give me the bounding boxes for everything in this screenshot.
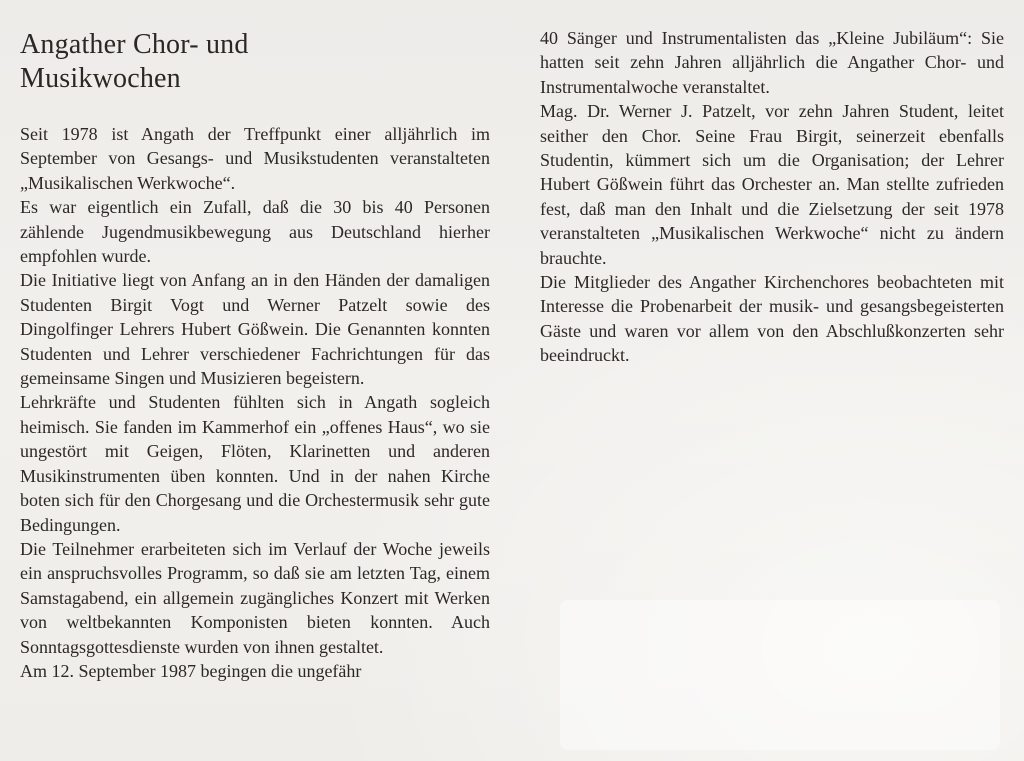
left-paragraph: Die Teilnehmer erarbeiteten sich im Verlauf der Woche jeweils ein anspruchsvolles Programm, so daß sie am letzten Tag, einem Samstagabend, ein allgemein zugängliches Konzert mit Werken von weltbekannten Komponisten bieten konnten. Auch Sonntagsgottesdienste wurden von ihnen gestaltet. <box>20 538 490 657</box>
left-column <box>20 122 490 683</box>
right-paragraph: 40 Sänger und Instrumentalisten das „Kleine Jubiläum“: Sie hatten seit zehn Jahren alljährlich die Angather Chor- und Instrumentalwoche veranstaltet. <box>540 28 1004 97</box>
right-paragraph: Die Mitglieder des Angather Kirchenchores beobachteten mit Interesse die Probenarbeit der musik- und gesangsbegeisterten Gäste und waren vor allem von den Abschlußkonzerten sehr beeindruckt. <box>540 272 1004 366</box>
article-title <box>20 28 500 96</box>
left-paragraph: Es war eigentlich ein Zufall, daß die 30 bis 40 Personen zählende Jugendmusikbewegung aus Deutschland hierher empfohlen wurde. <box>20 197 490 267</box>
right-paragraph: Mag. Dr. Werner J. Patzelt, vor zehn Jahren Student, leitet seither den Chor. Seine Frau Birgit, seinerzeit ebenfalls Studentin, kümmert sich um die Organisation; der Lehrer Hubert Gößwein führt das Orchester an. Man stellte zufrieden fest, daß man den Inhalt und die Zielsetzung der seit 1978 veranstalteten „Musikalischen Werkwoche“ nicht zu ändern brauchte. <box>540 101 1004 268</box>
left-paragraph: Am 12. September 1987 begingen die ungefähr <box>20 660 362 681</box>
left-paragraph: Die Initiative liegt von Anfang an in den Händen der damaligen Studenten Birgit Vogt und Werner Patzelt sowie des Dingolfinger Lehrers Hubert Gößwein. Die Genannten konnten Studenten und Lehrer verschiedener Fachrichtungen für das gemeinsame Singen und Musizieren begeistern. <box>20 270 490 389</box>
left-paragraph: Lehrkräfte und Studenten fühlten sich in Angath sogleich heimisch. Sie fanden im Kammerhof ein „offenes Haus“, wo sie ungestört mit Geigen, Flöten, Klarinetten und anderen Musikinstrumenten üben konnten. Und in der nahen Kirche boten sich für den Chorgesang und die Orchestermusik sehr gute Bedingungen. <box>20 392 490 535</box>
title-line-1: Angather Chor- und <box>20 29 249 60</box>
title-line-2: Musikwochen <box>20 63 181 94</box>
background-smudge <box>560 600 1000 750</box>
left-paragraph: Seit 1978 ist Angath der Treffpunkt einer alljährlich im September von Gesangs- und Musikstudenten veranstalteten „Musikalischen Werkwoche“. <box>20 124 490 193</box>
right-column <box>540 26 1004 368</box>
